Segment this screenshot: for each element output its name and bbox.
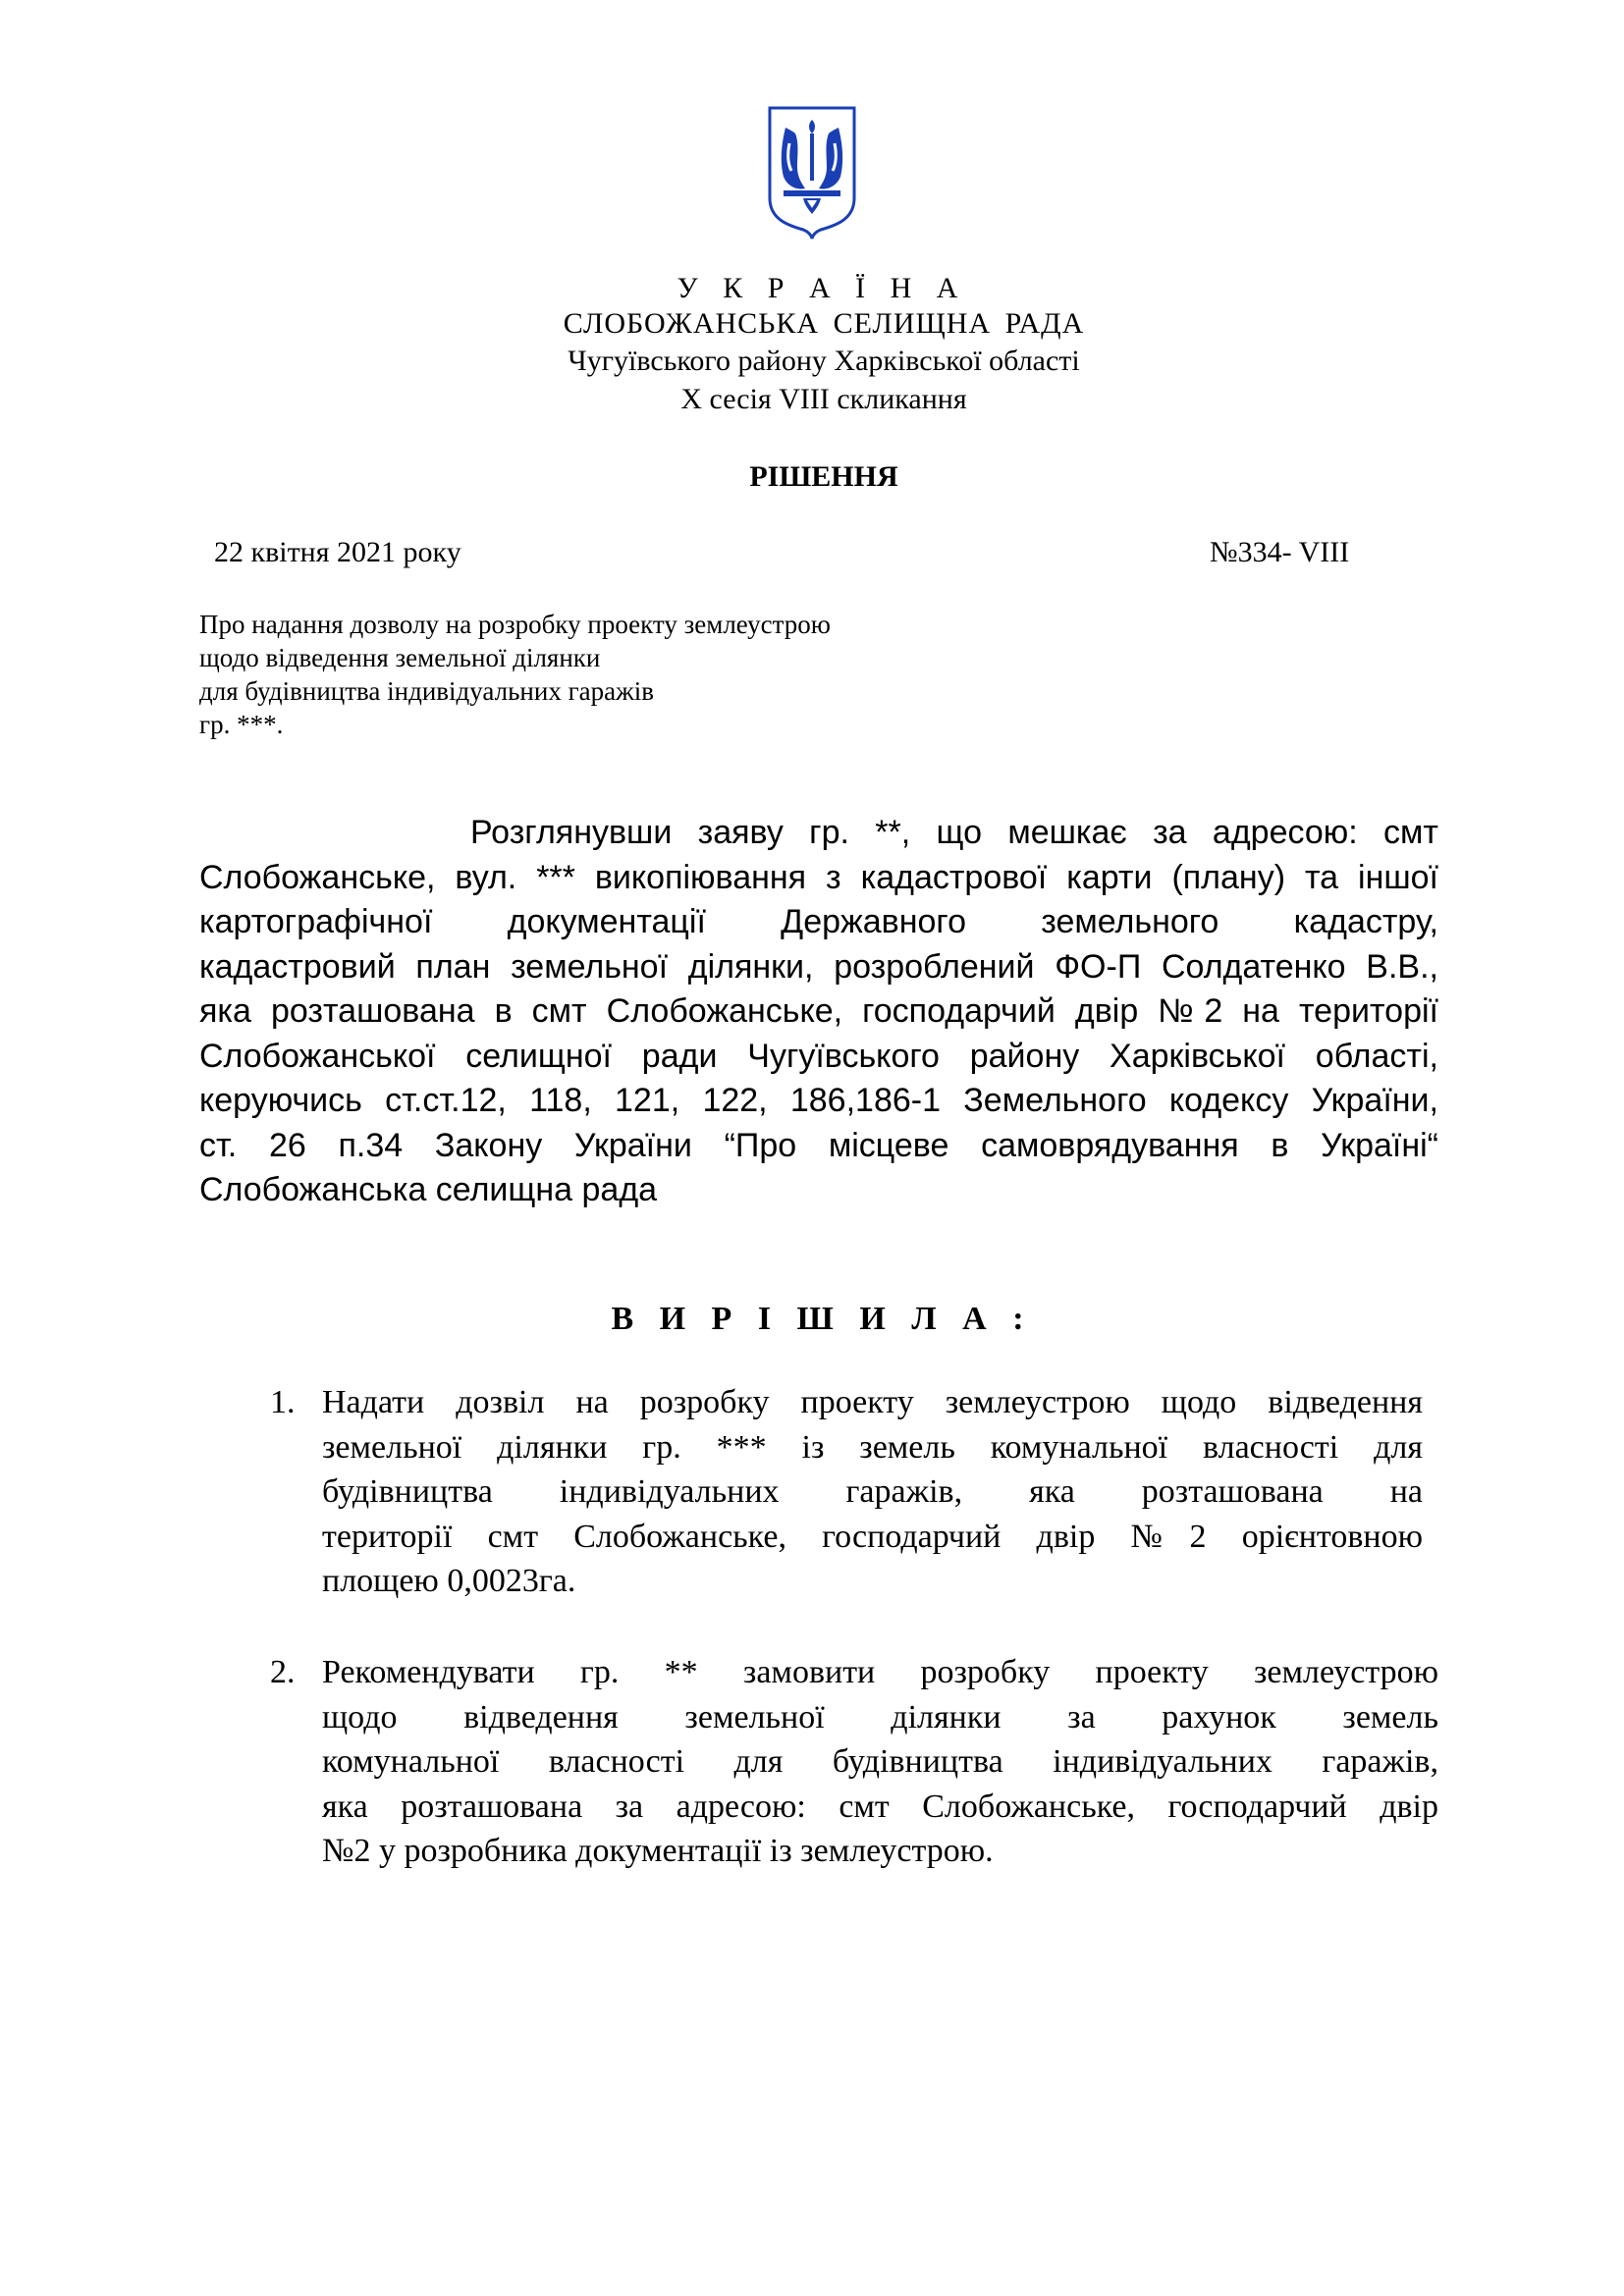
subject-line: для будівництва індивідуальних гаражів xyxy=(199,676,655,706)
preamble-line: Розглянувши заяву гр. **, що мешкає за адресою: смт xyxy=(470,814,1438,851)
item-line: яка розташована за адресою: смт Слобожанське, господарчий двір xyxy=(322,1788,1438,1825)
decided-heading: В И Р І Ш И Л А : xyxy=(611,1301,1033,1337)
item-line: будівництва індивідуальних гаражів, яка розташована на xyxy=(322,1473,1423,1510)
country-name: У К Р А Ї Н А xyxy=(677,272,967,304)
session-name: Х сесія VIII скликання xyxy=(680,383,967,415)
subject-block xyxy=(199,608,946,741)
preamble-line: кадастровий план земельної ділянки, розроблений ФО-П Солдатенко В.В., xyxy=(199,947,1438,986)
item-number: 1. xyxy=(270,1384,296,1420)
preamble-line: керуючись ст.ст.12, 118, 121, 122, 186,186-1 Земельного кодексу України, xyxy=(199,1082,1438,1119)
district-name: Чугуївського району Харківської області xyxy=(568,345,1080,377)
item-text xyxy=(322,1650,1438,1874)
subject-line: Про надання дозволу на розробку проекту землеустрою xyxy=(199,610,831,639)
preamble-paragraph xyxy=(199,811,1438,1213)
document-title: РІШЕННЯ xyxy=(749,460,898,493)
preamble-line: Слобожанської селищної ради Чугуївського району Харківської області, xyxy=(199,1037,1438,1075)
subject-line: гр. ***. xyxy=(199,710,284,739)
preamble-line: Слобожанське, вул. *** викопіювання з кадастрової карти (плану) та іншої xyxy=(199,858,1438,896)
item-line: площею 0,0023га. xyxy=(322,1563,576,1599)
item-line: земельної ділянки гр. *** із земель комунальної власності для xyxy=(322,1428,1423,1466)
item-line: №2 у розробника документації із землеустрою. xyxy=(322,1833,994,1869)
preamble-line: Слобожанська селищна рада xyxy=(199,1171,658,1208)
item-line: території смт Слобожанське, господарчий двір №2 орієнтовною xyxy=(322,1518,1423,1555)
preamble-line: ст. 26 п.34 Закону України “Про місцеве самоврядування в Україні“ xyxy=(199,1126,1438,1164)
item-line: Надати дозвіл на розробку проекту землеустрою щодо відведення xyxy=(322,1384,1423,1420)
decision-number: №334- VIII xyxy=(1210,536,1350,568)
item-number: 2. xyxy=(270,1654,296,1690)
preamble-line: картографічної документації Державного земельного кадастру, xyxy=(199,903,1438,940)
council-name: СЛОБОЖАНСЬКА СЕЛИЩНА РАДА xyxy=(563,307,1085,340)
item-text xyxy=(322,1380,1624,1604)
subject-line: щодо відведення земельної ділянки xyxy=(199,643,601,672)
preamble-line: яка розташована в смт Слобожанське, господарчий двір №2 на території xyxy=(199,992,1438,1030)
decision-date: 22 квітня 2021 року xyxy=(214,536,461,568)
item-line: щодо відведення земельної ділянки за рахунок земель xyxy=(322,1698,1438,1735)
coat-of-arms-icon xyxy=(766,104,858,241)
item-line: Рекомендувати гр. ** замовити розробку проекту землеустрою xyxy=(322,1654,1438,1690)
item-line: комунальної власності для будівництва індивідуальних гаражів, xyxy=(322,1743,1438,1780)
